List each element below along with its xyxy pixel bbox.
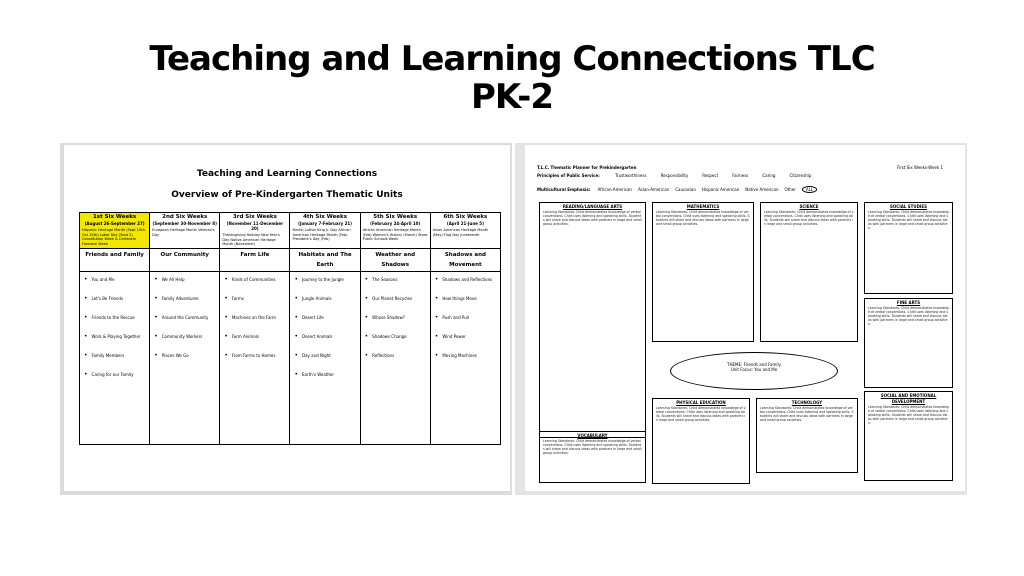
- box-content: Learning Standards: Child demonstrates knowledge of verbal conventions. Child uses listening and speaking skills. Students will share and discuss ideas with partners in large and small group activities.: [868, 306, 949, 326]
- theme-cell: Friends and Family: [80, 248, 150, 271]
- topics-cell: [80, 271, 150, 444]
- physical-education-box: [652, 398, 750, 484]
- theme-cell: Farm Life: [220, 248, 290, 271]
- topic-item: • Around the Community: [154, 315, 215, 320]
- six-weeks-label: 5th Six Weeks: [373, 214, 418, 220]
- six-weeks-events: European Heritage Month Veteran's Day: [152, 228, 215, 237]
- topic-item: • Places We Go: [154, 353, 215, 358]
- principles-line: [537, 173, 811, 178]
- six-weeks-header-cell: [150, 213, 220, 249]
- topic-item: • Community Workers: [154, 334, 215, 339]
- six-weeks-label: 3rd Six Weeks: [232, 214, 277, 220]
- box-content: Learning Standards: Child demonstrates knowledge of verbal conventions. Child uses listening and speaking skills. Students will share and discuss ideas with partners in large and small group activities.: [760, 406, 854, 422]
- six-weeks-dates: (September 30-November 8): [152, 221, 217, 226]
- title-line-1: Teaching and Learning Connections TLC: [149, 39, 875, 79]
- multicultural-label: Multicultural Emphasis:: [537, 187, 591, 192]
- reading-language-arts-box: [539, 202, 646, 438]
- six-weeks-header-cell: [220, 213, 290, 249]
- box-content: Learning Standards: Child demonstrates knowledge of verbal conventions. Child uses listening and speaking skills. Students will share and discuss ideas with partners in large and small group activities.: [656, 210, 750, 226]
- topic-item: • Desert Animals: [294, 334, 355, 339]
- box-title: FINE ARTS: [896, 300, 921, 305]
- box-title: VOCABULARY: [577, 433, 608, 438]
- theme-row: [80, 248, 501, 271]
- vocabulary-box: [539, 431, 646, 483]
- six-weeks-dates: (April 21-June 5): [446, 221, 484, 226]
- units-table: [79, 212, 501, 445]
- theme-cell: Weather and Shadows: [360, 248, 430, 271]
- multicultural-item: Asian-American: [637, 187, 670, 192]
- planner-page: [525, 145, 965, 491]
- thematic-planner-document: [515, 143, 967, 495]
- topic-item: • Let's Be Friends: [84, 296, 145, 301]
- box-title: MATHEMATICS: [686, 204, 720, 209]
- theme-oval: [670, 352, 838, 390]
- six-weeks-label: 1st Six Weeks: [92, 214, 137, 220]
- box-title: READING/LANGUAGE ARTS: [562, 204, 623, 209]
- theme-cell: Shadows and Movement: [430, 248, 500, 271]
- box-title: SOCIAL AND EMOTIONAL DEVELOPMENT: [880, 393, 937, 404]
- topic-item: • Wind Power: [435, 334, 496, 339]
- topics-cell: [220, 271, 290, 444]
- box-content: Learning Standards: Child demonstrates knowledge of verbal conventions. Child uses listening and speaking skills. Students will share and discuss ideas with partners in large and small group activities.: [656, 406, 746, 422]
- six-weeks-events: Asian American Heritage Month (May) Flag Day Juneteenth: [432, 228, 489, 237]
- topic-item: • Push and Pull: [435, 315, 496, 320]
- six-weeks-events: Hispanic Heritage Month (Sept 15th-Oct 15th) Labor Day (Sept 2) Constitution Week & Celebrate Freedom Week: [82, 228, 147, 246]
- topic-item: • Jungle Animals: [294, 296, 355, 301]
- multicultural-item: Hispanic American: [701, 187, 740, 192]
- technology-box: [756, 398, 858, 473]
- mathematics-box: [652, 202, 754, 342]
- box-title: PHYSICAL EDUCATION: [676, 400, 726, 405]
- box-content: Learning Standards: Child demonstrates knowledge of verbal conventions. Child uses listening and speaking skills. Students will share and discuss ideas with partners in large and small group activities.: [868, 210, 949, 230]
- theme-cell: Habitats and The Earth: [290, 248, 360, 271]
- topics-list: [363, 273, 428, 376]
- topic-item: • Kinds of Communities: [224, 277, 285, 282]
- six-weeks-header-cell: [360, 213, 430, 249]
- theme-cell: Our Community: [150, 248, 220, 271]
- social-studies-box: [864, 202, 953, 294]
- multicultural-item: ALL: [802, 186, 817, 193]
- six-weeks-events: African American Heritage Month (Feb) Women's History (March) Texas Public Schools Week: [362, 228, 428, 241]
- topic-item: • We All Help: [154, 277, 215, 282]
- topic-item: • Farm Animals: [224, 334, 285, 339]
- six-weeks-dates: (January 7-February 21): [298, 221, 352, 226]
- principle-item: Caring: [762, 173, 776, 178]
- thematic-units-overview-document: [60, 143, 512, 495]
- title-line-2: PK-2: [470, 77, 554, 117]
- topic-item: • Journey to the Jungle: [294, 277, 355, 282]
- topics-list: [292, 273, 357, 395]
- topic-item: • Reflections: [365, 353, 426, 358]
- six-weeks-label: 2nd Six Weeks: [162, 214, 208, 220]
- topics-row: [80, 271, 501, 444]
- planner-title: T.L.C. Thematic Planner for Prekindergarten: [537, 165, 637, 170]
- topic-item: • Family Members: [84, 353, 145, 358]
- topic-item: • Family Adventures: [154, 296, 215, 301]
- six-weeks-header-cell: [290, 213, 360, 249]
- topic-item: • You and Me: [84, 277, 145, 282]
- multicultural-list: [592, 187, 817, 192]
- box-content: Learning Standards: Child demonstrates knowledge of verbal conventions. Child uses listening and speaking skills. Students will share and discuss ideas with partners in large and small group activities.: [868, 405, 949, 425]
- unit-focus-line: Unit Focus: You and Me: [730, 367, 778, 372]
- multicultural-item: Caucasian: [675, 187, 696, 192]
- document-subheading: Overview of Pre-Kindergarten Thematic Units: [171, 190, 403, 200]
- topic-item: • Earth's Weather: [294, 372, 355, 377]
- topic-item: • Machines on the Farm: [224, 315, 285, 320]
- six-weeks-dates: (November 11-December 20): [226, 221, 284, 231]
- topics-list: [222, 273, 287, 376]
- box-title: SOCIAL STUDIES: [889, 204, 928, 209]
- topic-item: • How things Move: [435, 296, 496, 301]
- topics-list: [433, 273, 498, 376]
- topic-item: • From Farms to Homes: [224, 353, 285, 358]
- topic-item: • Day and Night: [294, 353, 355, 358]
- page-title: [0, 40, 1024, 116]
- topics-cell: [290, 271, 360, 444]
- topic-item: • Friends to the Rescue: [84, 315, 145, 320]
- principle-item: Citizenship: [789, 173, 812, 178]
- six-weeks-header-row: [80, 213, 501, 249]
- topic-item: • Our Planet Recycles: [365, 296, 426, 301]
- six-weeks-header-cell: [80, 213, 150, 249]
- principles-list: [601, 173, 811, 178]
- six-weeks-label: 4th Six Weeks: [303, 214, 347, 220]
- box-content: Learning Standards: Child demonstrates knowledge of verbal conventions. Child uses listening and speaking skills. Students will share and discuss ideas with partners in large and small group activities.: [764, 210, 854, 226]
- principle-item: Respect: [702, 173, 719, 178]
- science-box: [760, 202, 858, 342]
- topic-item: • The Seasons: [365, 277, 426, 282]
- six-weeks-dates: (August 26-September 27): [84, 221, 145, 226]
- box-content: Learning Standards: Child demonstrates knowledge of verbal conventions. Child uses listening and speaking skills. Students will share and discuss ideas with partners in large and small group activities.: [543, 439, 642, 455]
- multicultural-item: Other: [784, 187, 796, 192]
- six-weeks-dates: (February 24-April 10): [370, 221, 421, 226]
- topic-item: • Desert Life: [294, 315, 355, 320]
- topic-item: • Moving Machines: [435, 353, 496, 358]
- topics-list: [82, 273, 147, 395]
- multicultural-line: [537, 186, 817, 193]
- principle-item: Responsibility: [660, 173, 689, 178]
- multicultural-item: African-American: [597, 187, 632, 192]
- planner-week: First Six Weeks-Week 1: [897, 165, 944, 170]
- box-title: SCIENCE: [799, 204, 819, 209]
- topics-list: [152, 273, 217, 376]
- principles-label: Principles of Public Service:: [537, 173, 600, 178]
- topic-item: • Farms: [224, 296, 285, 301]
- social-emotional-box: [864, 391, 953, 481]
- six-weeks-label: 6th Six Weeks: [443, 214, 488, 220]
- box-title: TECHNOLOGY: [791, 400, 823, 405]
- topics-cell: [150, 271, 220, 444]
- box-content: Learning Standards: Child demonstrates knowledge of verbal conventions. Child uses listening and speaking skills. Students will share and discuss ideas with partners in large and small group activities.: [543, 210, 642, 226]
- principle-item: Trustworthiness: [615, 173, 647, 178]
- principle-item: Fairness: [732, 173, 749, 178]
- fine-arts-box: [864, 298, 953, 388]
- topic-item: • Whose Shadow?: [365, 315, 426, 320]
- topic-item: • Shadows Change: [365, 334, 426, 339]
- topic-item: • Work & Playing Together: [84, 334, 145, 339]
- theme-line: THEME: Friends and Family: [727, 362, 781, 367]
- topics-cell: [360, 271, 430, 444]
- multicultural-item: Native American: [745, 187, 779, 192]
- document-page: [64, 145, 510, 491]
- topic-item: • Caring for our Family: [84, 372, 145, 377]
- document-heading: Teaching and Learning Connections: [196, 169, 378, 179]
- topic-item: • Shadows and Reflections: [435, 277, 496, 282]
- topics-cell: [430, 271, 500, 444]
- six-weeks-events: Martin Luther King Jr. Day African American Heritage Month (Feb) President's Day (Feb): [292, 228, 351, 241]
- six-weeks-events: Thanksgiving Holiday New Year's Day Native American Heritage Month (November): [222, 233, 280, 246]
- six-weeks-header-cell: [430, 213, 500, 249]
